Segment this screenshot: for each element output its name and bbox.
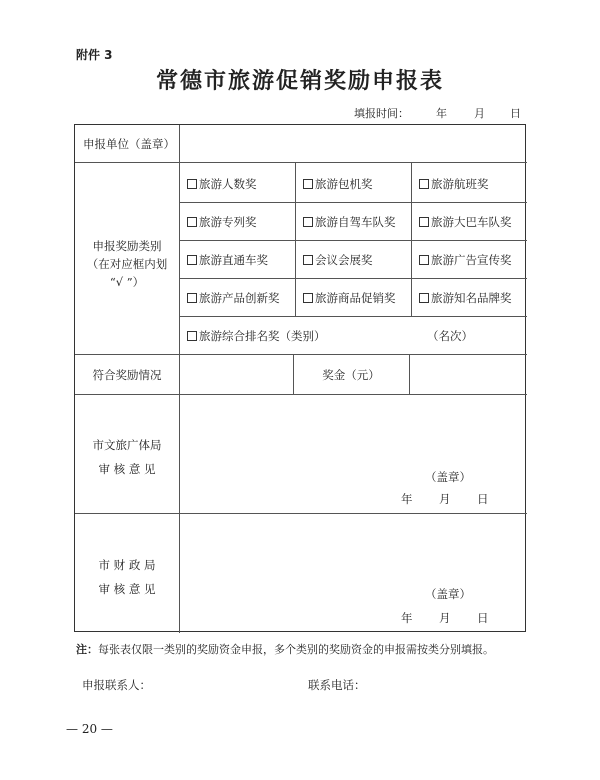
footnote [76, 641, 494, 657]
ranking-label: （名次） [427, 329, 473, 343]
option-coach-fleet-award[interactable]: 旅游大巴车队奖 [419, 214, 512, 230]
row-divider [75, 513, 527, 514]
checkbox-icon [187, 179, 197, 189]
option-comprehensive-ranking-award[interactable]: 旅游综合排名奖（类别） [187, 328, 326, 344]
checkbox-icon [419, 255, 429, 265]
qualification-field[interactable] [181, 357, 291, 391]
checkbox-icon [187, 293, 197, 303]
checkbox-icon [419, 179, 429, 189]
option-famous-brand-award[interactable]: 旅游知名品牌奖 [419, 290, 512, 306]
checkbox-icon [419, 293, 429, 303]
checkbox-icon [303, 179, 313, 189]
fill-date-year: 年 [436, 107, 447, 120]
form-title: 常德市旅游促销奖励申报表 [155, 68, 444, 94]
fill-date-label: 填报时间： [354, 107, 409, 120]
attachment-label: 附件 3 [76, 48, 113, 62]
finance-review-label: 审 核 意 见 [98, 582, 156, 596]
checkbox-icon [303, 255, 313, 265]
option-product-innovation-award[interactable]: 旅游产品创新奖 [187, 290, 280, 306]
column-divider [295, 162, 296, 317]
application-form-table [74, 124, 526, 632]
footnote-prefix: 注： [76, 643, 98, 656]
option-advertising-award[interactable]: 旅游广告宣传奖 [419, 252, 512, 268]
culture-seal-label: （盖章） [425, 470, 471, 484]
applicant-unit-field[interactable] [181, 127, 525, 161]
contact-person-label: 申报联系人： [82, 678, 151, 692]
finance-date-day: 日 [477, 611, 489, 625]
finance-bureau-label: 市 财 政 局 [98, 558, 156, 572]
row-divider [75, 162, 527, 163]
award-category-label: 申报奖励类别 [92, 239, 162, 253]
row-divider [179, 202, 527, 203]
column-divider [179, 125, 180, 633]
checkbox-icon [187, 255, 197, 265]
finance-date-year: 年 [401, 611, 413, 625]
checkbox-icon [303, 217, 313, 227]
bonus-amount-field[interactable] [411, 357, 525, 391]
award-category-hint: （在对应框内划 [86, 257, 168, 271]
finance-seal-label: （盖章） [425, 587, 471, 601]
page-number: — 20 — [66, 722, 113, 736]
culture-date-month: 月 [439, 492, 451, 506]
culture-bureau-label: 市文旅广体局 [92, 438, 162, 452]
footnote-text: 每张表仅限一类别的奖励资金申报，多个类别的奖励资金的申报需按类分别填报。 [98, 643, 494, 656]
award-category-hint-check: “√ ”） [109, 275, 145, 289]
checkbox-icon [303, 293, 313, 303]
option-special-train-award[interactable]: 旅游专列奖 [187, 214, 257, 230]
option-convention-award[interactable]: 会议会展奖 [303, 252, 373, 268]
column-divider [409, 354, 410, 394]
contact-phone-field[interactable] [366, 672, 516, 694]
culture-date-year: 年 [401, 492, 413, 506]
row-divider [75, 394, 527, 395]
option-tourist-count-award[interactable]: 旅游人数奖 [187, 176, 257, 192]
fill-date-day: 日 [510, 107, 521, 120]
finance-review-field[interactable] [181, 516, 525, 630]
checkbox-icon [187, 217, 197, 227]
fill-date-month: 月 [474, 107, 485, 120]
bonus-label: 奖金（元） [322, 368, 380, 382]
option-self-drive-fleet-award[interactable]: 旅游自驾车队奖 [303, 214, 396, 230]
applicant-unit-label: 申报单位（盖章） [83, 137, 175, 151]
culture-date-day: 日 [477, 492, 489, 506]
culture-review-field[interactable] [181, 397, 525, 511]
checkbox-icon [187, 331, 197, 341]
row-divider [75, 354, 527, 355]
finance-date-month: 月 [439, 611, 451, 625]
qualification-label: 符合奖励情况 [92, 368, 162, 382]
contact-person-field[interactable] [150, 672, 280, 694]
option-merchandise-promotion-award[interactable]: 旅游商品促销奖 [303, 290, 396, 306]
checkbox-icon [419, 217, 429, 227]
column-divider [411, 162, 412, 317]
contact-phone-label: 联系电话： [308, 678, 366, 692]
option-scheduled-flight-award[interactable]: 旅游航班奖 [419, 176, 489, 192]
option-direct-bus-award[interactable]: 旅游直通车奖 [187, 252, 268, 268]
option-charter-flight-award[interactable]: 旅游包机奖 [303, 176, 373, 192]
row-divider [179, 240, 527, 241]
row-divider [179, 316, 527, 317]
culture-review-label: 审 核 意 见 [98, 462, 156, 476]
row-divider [179, 278, 527, 279]
